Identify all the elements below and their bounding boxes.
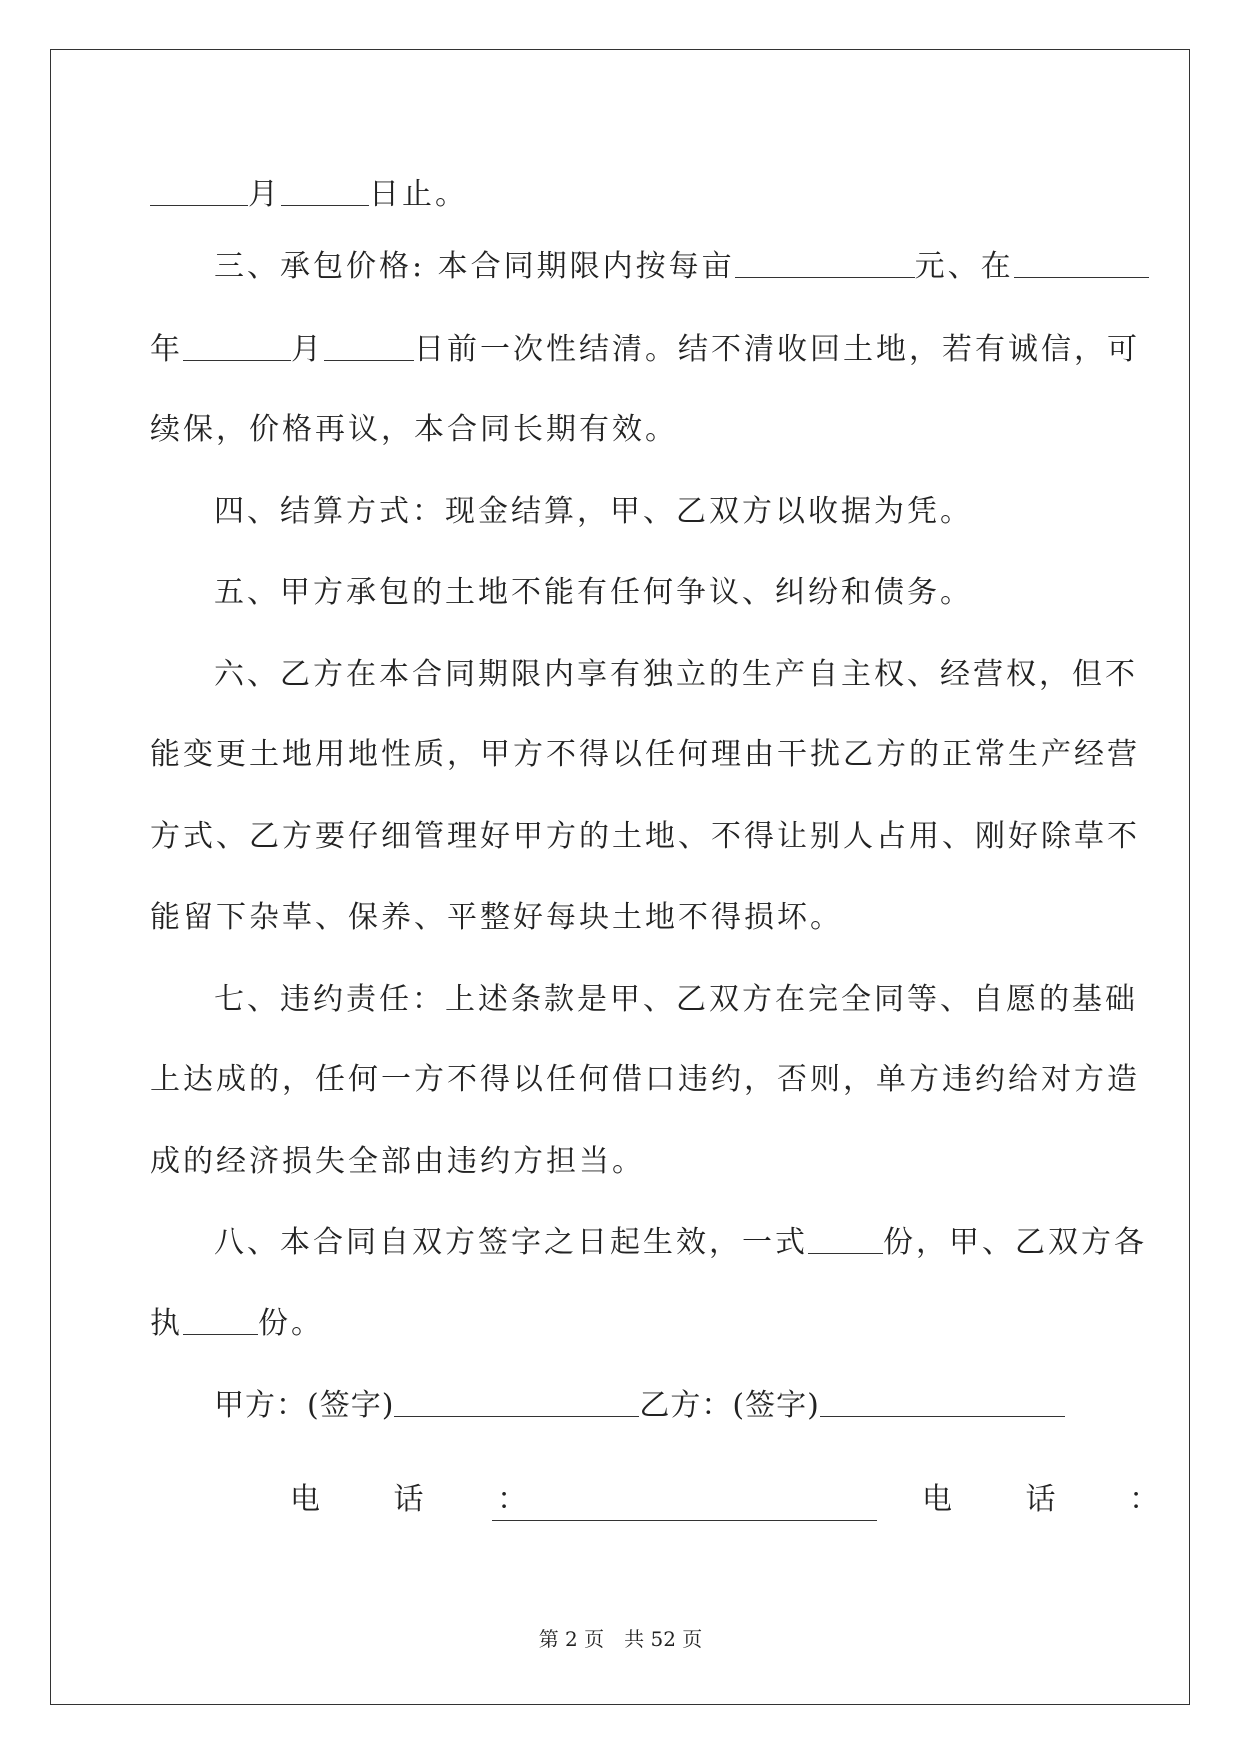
party-a-phone-blank (492, 1486, 877, 1521)
line-8: 能变更土地用地性质，甲方不得以任何理由干扰乙方的正常生产经营 (150, 737, 1140, 772)
blank-month (150, 171, 248, 206)
blank-price (735, 243, 915, 278)
blank-year (1014, 243, 1149, 278)
line-6: 五、甲方承包的土地不能有任何争议、纠纷和债务。 (214, 575, 973, 610)
blank-copies (808, 1219, 883, 1254)
line-14: 八、本合同自双方签字之日起生效，一式 份，甲、乙双方各 (214, 1218, 1090, 1268)
line-5: 四、结算方式：现金结算，甲、乙双方以收据为凭。 (214, 494, 973, 529)
party-a-signature-blank (394, 1382, 639, 1417)
line-11: 七、违约责任：上述条款是甲、乙双方在完全同等、自愿的基础 (214, 982, 1138, 1017)
line-2: 三、承包价格: 本合同期限内按每亩 元、在 (214, 242, 1090, 292)
blank-copies-each (183, 1300, 258, 1335)
line-4: 续保，价格再议，本合同长期有效。 (150, 412, 678, 447)
blank-day-2 (324, 326, 414, 361)
page-frame (50, 49, 1190, 1705)
blank-month-2 (183, 326, 291, 361)
party-b-signature-label: 乙方：(签字) (639, 1388, 820, 1423)
line-13: 成的经济损失全部由违约方担当。 (150, 1144, 645, 1179)
line-12: 上达成的，任何一方不得以任何借口违约，否则，单方违约给对方造 (150, 1062, 1140, 1097)
line-9: 方式、乙方要仔细管理好甲方的土地、不得让别人占用、刚好除草不 (150, 819, 1140, 854)
party-b-phone-label: 电 话 ： (922, 1482, 1192, 1517)
line-10: 能留下杂草、保养、平整好每块土地不得损坏。 (150, 900, 843, 935)
signature-line (214, 1381, 1090, 1431)
line-3: 年 月 日前一次性结清。结不清收回土地，若有诚信，可 (150, 325, 1090, 375)
line-1: 月 日止。 (150, 170, 1090, 220)
blank-day (281, 171, 369, 206)
party-b-signature-blank (820, 1382, 1065, 1417)
party-a-signature-label: 甲方：(签字) (214, 1388, 395, 1423)
line-15: 执 份。 (150, 1299, 1090, 1349)
party-a-phone-label: 电 话 ： (290, 1482, 560, 1517)
line-7: 六、乙方在本合同期限内享有独立的生产自主权、经营权，但不 (214, 657, 1138, 692)
page-footer: 第 2 页 共 52 页 (538, 1627, 703, 1651)
